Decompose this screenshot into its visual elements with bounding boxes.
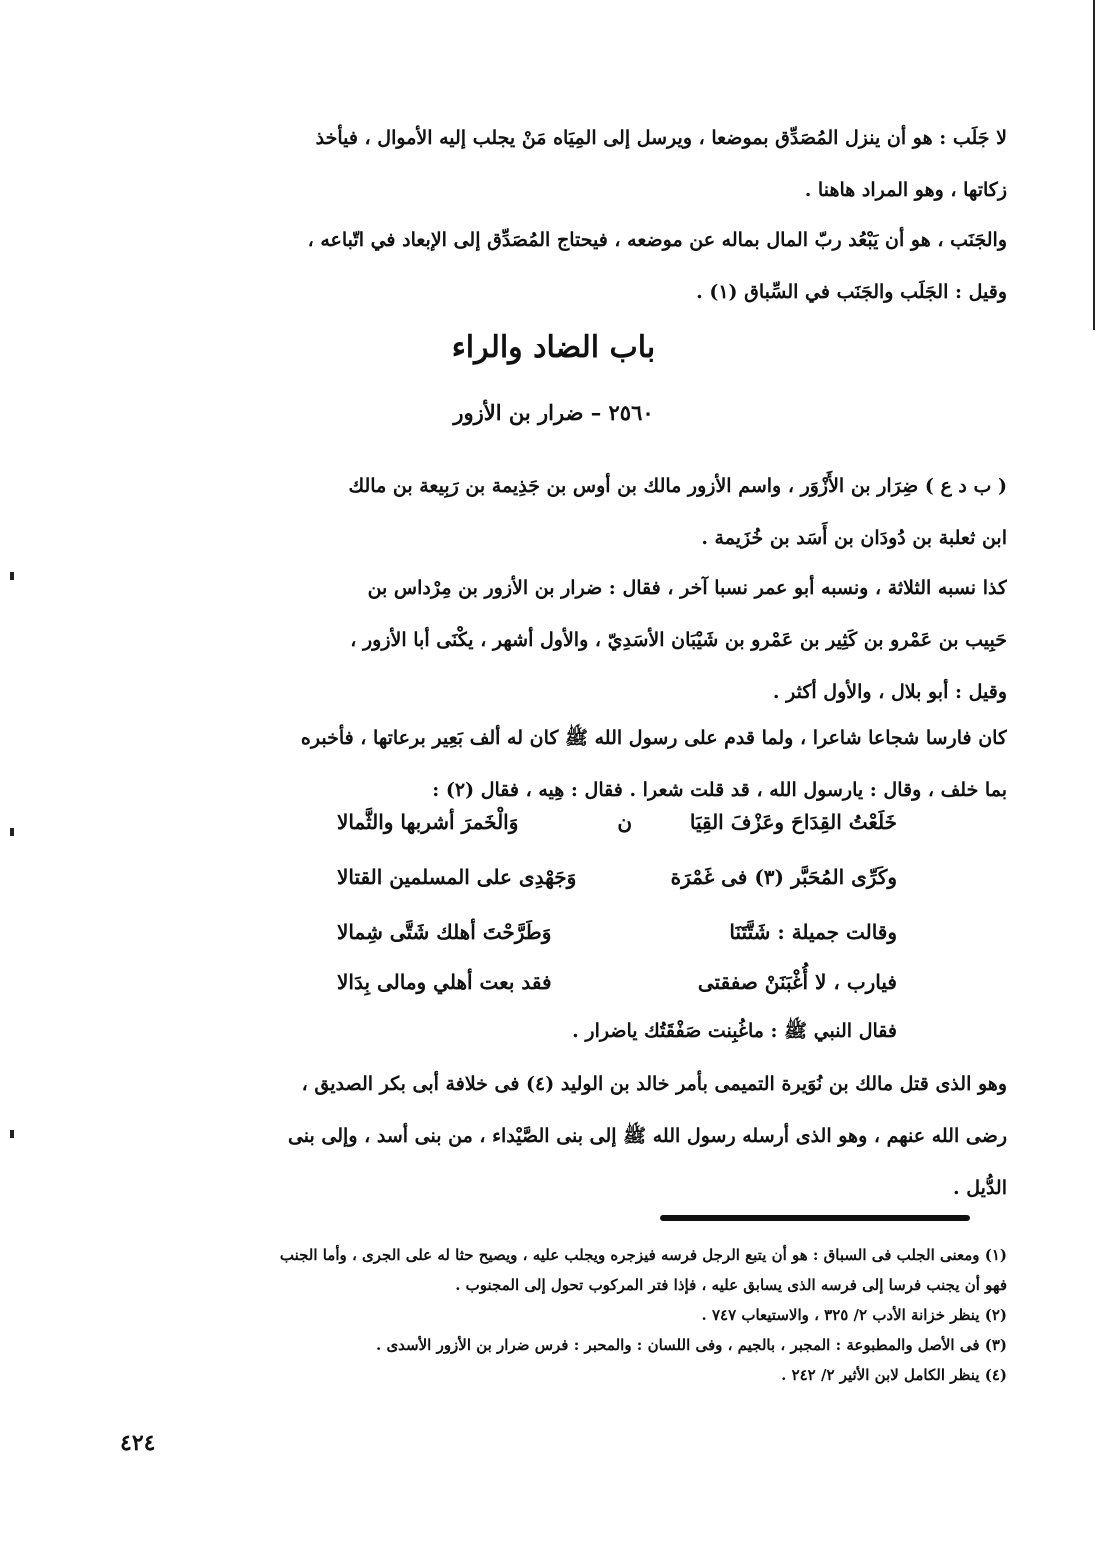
verse-second-hemistich: وَطَرَّحْتَ أهلك شَتَّى شِمالا [337,920,552,944]
chapter-heading: باب الضاد والراء [451,330,656,365]
text-line: رضى الله عنهم ، وهو الذى أرسله رسول الله ﷺ إلى بنى الصَّيْداء ، من بنى أسد ، وإلى بنى [287,1125,1007,1147]
text-line: ( ب د ع ) ضِرَار بن الأَزْوَر ، واسم الأزور مالك بن أوس بن جَذِيمة بن رَبِيعة بن مالك [348,475,1007,497]
page-number: ٤٢٤ [120,1430,156,1456]
verse-second-hemistich: فقد بعت أهلي ومالى بِدَالا [337,970,552,994]
paragraph-malik-ibn-nuwayra [105,1058,1007,1214]
verse-first-hemistich: خَلَعْتُ القِدَاحَ وعَزْفَ القِيَا [689,810,897,834]
text-line: كان فارسا شجاعا شاعرا ، ولما قدم على رسول الله ﷺ كان له ألف بَعِير برعاتها ، فأخبره [300,727,1007,749]
text-line: كذا نسبه الثلاثة ، ونسبه أبو عمر نسبا آخر ، فقال : ضرار بن الأزور بن مِرْداس بن [367,577,1007,599]
footnote: (١) ومعنى الجلب فى السباق : هو أن يتبع الرجل فرسه فيزجره ويجلب عليه ، ويصيح حثا له على الجرى ، وأما الجنب [279,1246,1007,1264]
scan-edge-line [1093,0,1095,330]
scan-edge-mark [10,828,14,836]
footnote-separator [660,1215,970,1221]
paragraph-prophet-reply [105,1005,897,1057]
footnotes [105,1240,1007,1390]
paragraph-lineage [105,460,1007,564]
footnote: فهو أن يجنب فرسا إلى فرسه الذى يسابق عليه ، فإذا فتر المركوب تحول إلى المجنوب . [455,1276,1007,1294]
text-line: بما خلف ، وقال : يارسول الله ، قد قلت شعرا . فقال : هِيه ، فقال (٢) : [432,779,1007,801]
verse-second-hemistich: وَالْخَمرَ أشربها والثَّمالا [337,810,519,834]
poem-verse [337,800,897,852]
poem-verse [337,910,897,962]
text-line: زكاتها ، وهو المراد هاهنا . [804,179,1007,201]
text-line: وقيل : أبو بلال ، والأول أكثر . [772,681,1007,703]
scan-edge-mark [10,572,14,580]
footnote: (٣) فى الأصل والمطبوعة : المجبر ، بالجيم ، وفى اللسان : والمحبر : فرس ضرار بن الأزور الأسدى . [376,1336,1007,1354]
text-line: فقال النبي ﷺ : ماغُبِنت صَفْقَتُك ياضرار . [572,1020,897,1042]
verse-first-hemistich: فيارب ، لا أُغْبَنَنْ صفقتى [697,970,897,994]
text-line: وقيل : الجَلَب والجَنَب في السِّباق (١) . [696,281,1007,303]
verse-first-hemistich: وقالت جميلة : شَتَّتَنَا [729,920,897,944]
verse-separator: ن [617,810,632,834]
paragraph-janab [105,214,1007,318]
verse-first-hemistich: وكَرِّى المُحَبَّر (٣) فى غَمْرَة [670,865,897,889]
text-line: لا جَلَب : هو أن ينزل المُصَدِّق بموضعا ، ويرسل إلى المِيَاه مَنْ يجلب إليه الأموال ، فيأخذ [315,127,1007,149]
text-line: حَبِيب بن عَمْرو بن كَثِير بن عَمْرو بن شَيْبَان الأسَدِيّ ، والأول أشهر ، يكْنَى أبا الأزور ، [350,629,1007,651]
text-line: وهو الذى قتل مالك بن نُوَيرة التميمى بأمر خالد بن الوليد (٤) فى خلافة أبى بكر الصديق ، [301,1073,1007,1095]
footnote: (٢) ينظر خزانة الأدب ٢/ ٣٢٥ ، والاستيعاب ٧٤٧ . [701,1306,1007,1324]
paragraph-alt-lineage [105,562,1007,718]
footnote: (٤) ينظر الكامل لابن الأثير ٢/ ٢٤٢ . [781,1366,1007,1384]
text-line: والجَنَب ، هو أن يَبْعُد ربّ المال بماله عن موضعه ، فيحتاج المُصَدِّق إلى الإبعاد في اتّباعه ، [307,229,1007,251]
paragraph-jalab [105,112,1007,216]
verse-second-hemistich: وَجَهْدِى على المسلمين القتالا [337,865,577,889]
entry-heading: ٢٥٦٠ – ضرار بن الأزور [453,400,654,425]
scan-edge-mark [10,1130,14,1138]
text-line: ابن ثعلبة بن دُودَان بن أَسَد بن خُزَيمة . [701,527,1007,549]
text-line: الدُّيل . [953,1177,1007,1199]
poem-verse [337,855,897,907]
